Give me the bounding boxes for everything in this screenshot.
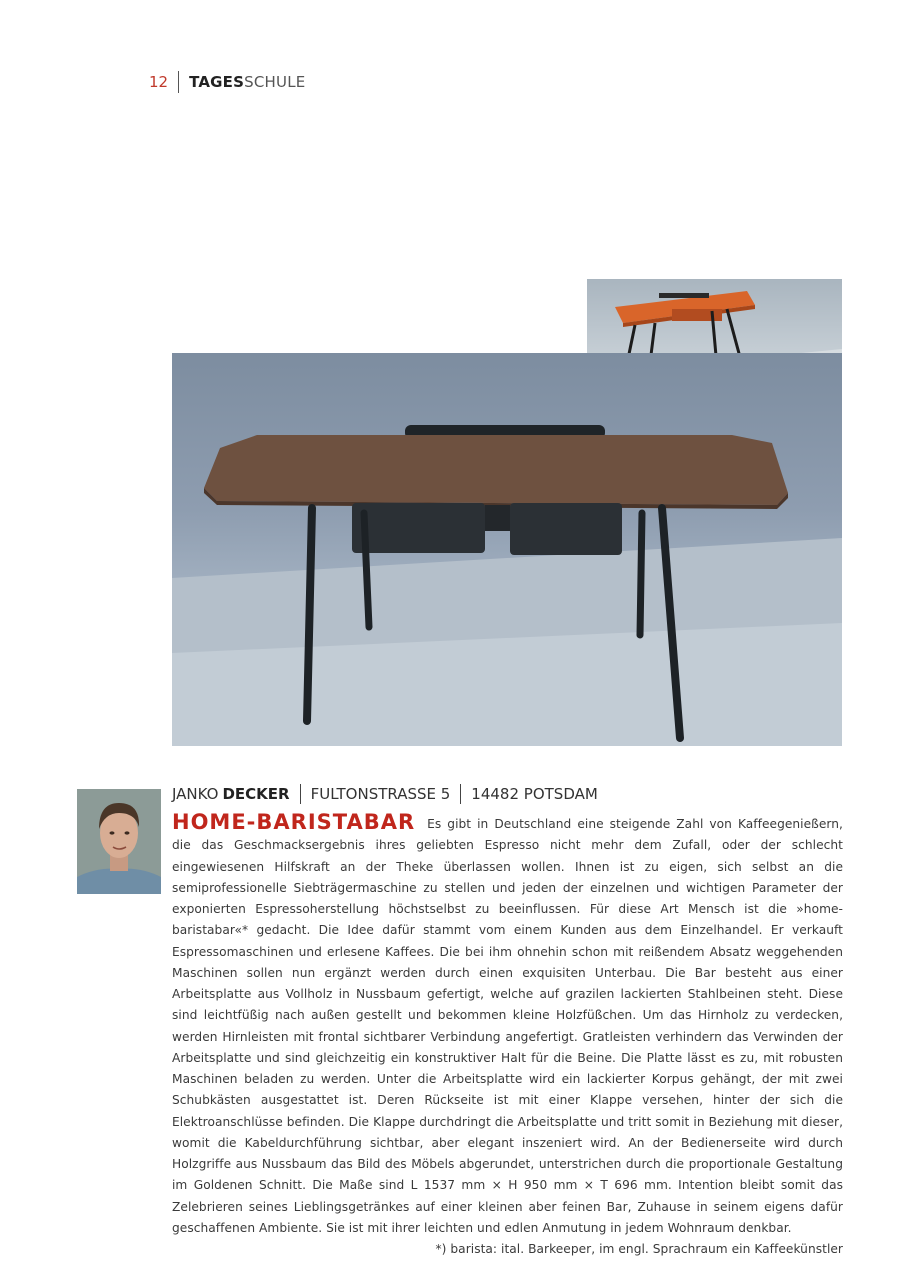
section-title-light: SCHULE bbox=[244, 73, 306, 91]
header-divider bbox=[178, 71, 179, 93]
walnut-desk-illustration bbox=[172, 353, 842, 746]
article-text bbox=[172, 812, 843, 1260]
designer-city: 14482 POTSDAM bbox=[471, 785, 598, 803]
running-header bbox=[149, 71, 305, 93]
page-number: 12 bbox=[149, 73, 169, 91]
main-photo bbox=[172, 353, 842, 746]
designer-portrait bbox=[77, 789, 161, 894]
section-title-bold: TAGES bbox=[189, 73, 245, 91]
footnote: *) barista: ital. Barkeeper, im engl. Sprachraum ein Kaffeekünstler bbox=[435, 1242, 843, 1256]
designer-first-name: JANKO bbox=[172, 785, 219, 803]
portrait-illustration bbox=[77, 789, 161, 894]
credit-divider bbox=[460, 784, 461, 804]
article-body: Es gibt in Deutschland eine steigende Zahl von Kaffeegenießern, die das Geschmacksergebnis ihres geliebten Espresso nicht mehr dem Zufall, oder der schlecht eingewiesenen Hilfskraft an der Theke überlassen wollen. Ihnen ist zu eigen, sich selbst an die semiprofessionelle Siebträgermaschine zu stellen und jeden der einzelnen und wichtigen Parameter der exponierten Espressoherstellung höchstselbst zu beeinflussen. Für diese Art Mensch ist die »home-baristabar«* gedacht. Die Idee dafür stammt vom einem Kunden aus dem Einzelhandel. Er verkauft Espressomaschinen und erlesene Kaffees. Die bei ihm ohnehin schon mit reißendem Absatz weggehenden Maschinen sollen nun ergänzt werden durch einen exquisiten Unterbau. Die Bar besteht aus einer Arbeitsplatte aus Vollholz in Nussbaum gefertigt, welche auf grazilen lackierten Stahlbeinen steht. Diese sind leichtfüßig nach außen gestellt und bekommen kleine Holzfüßchen. Um das Hirnholz zu verdecken, werden Hirnleisten mit frontal sichtbarer Verbindung angefertigt. Gratleisten verhindern das Verwinden der Arbeitsplatte und sind gleichzeitig ein konstruktiver Halt für die Beine. Die Platte lässt es zu, mit robusten Maschinen beladen zu werden. Unter die Arbeitsplatte wird ein lackierter Korpus gehängt, der mit zwei Schubkästen ausgestattet ist. Deren Rückseite ist mit einer Klappe versehen, hinter der sich die Elektroanschlüsse befinden. Die Klappe durchdringt die Arbeitsplatte und tritt somit in Beziehung mit dieser, womit die Kabeldurchführung sichtbar, aber elegant inszeniert wird. An der Bedienerseite wird durch Holzgriffe aus Nussbaum das Bild des Möbels abgerundet, unterstrichen durch die proportionale Gestaltung im Goldenen Schnitt. Die Maße sind L 1537 mm × H 950 mm × T 696 mm. Intention bleibt somit das Zelebrieren seines Lieblingsgetränkes auf einer kleinen aber feinen Bar, Zuhause in seinem eigens dafür geschaffenen Ambiente. Sie ist mit ihrer leichten und edlen Anmutung in jedem Wohnraum denkbar. bbox=[172, 817, 843, 1235]
designer-last-name: DECKER bbox=[222, 785, 290, 803]
designer-credit bbox=[172, 783, 598, 805]
article-headline: HOME-BARISTABAR bbox=[172, 810, 416, 834]
designer-street: FULTONSTRASSE 5 bbox=[310, 785, 451, 803]
credit-divider bbox=[300, 784, 301, 804]
